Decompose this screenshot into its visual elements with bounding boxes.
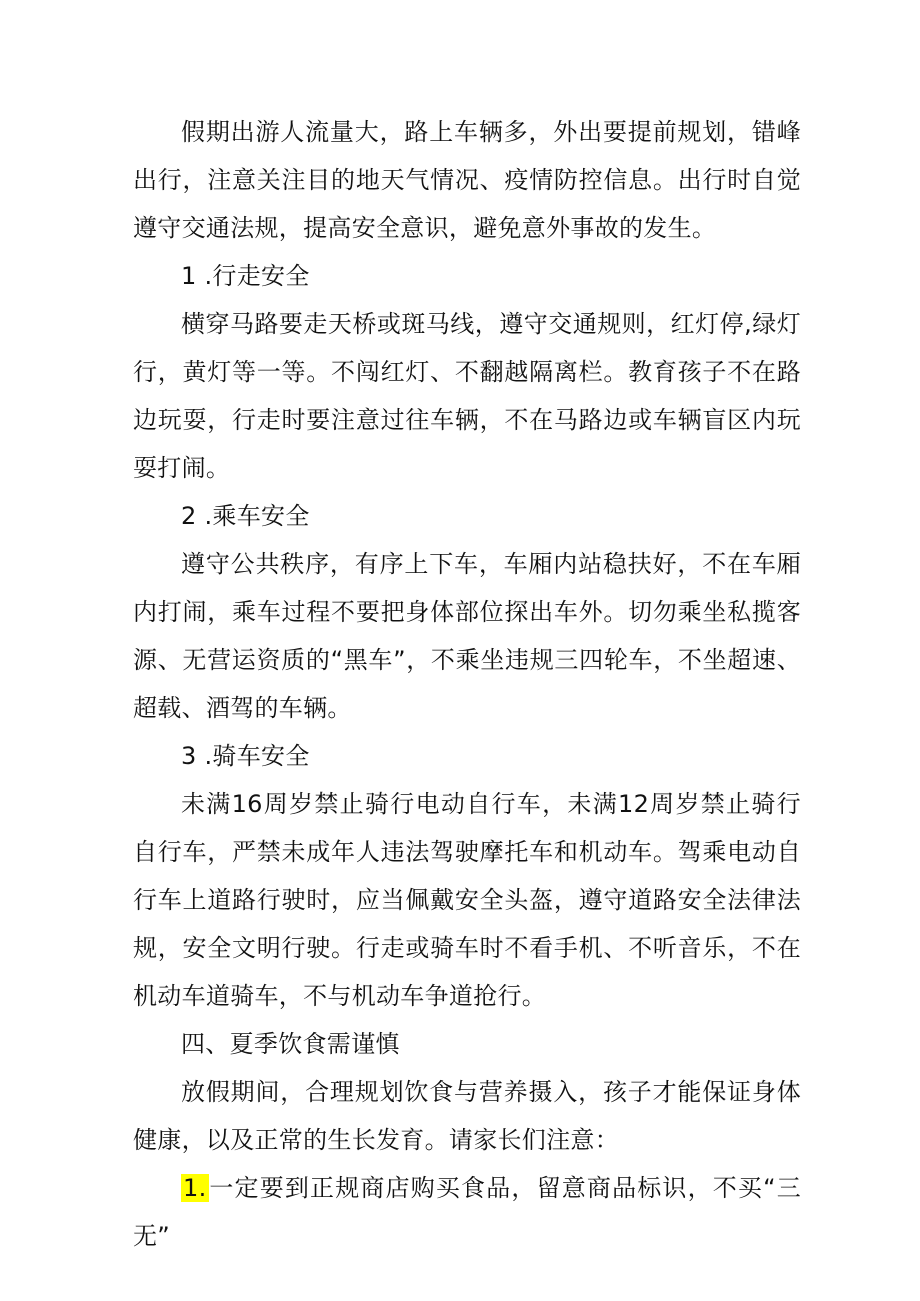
section-heading-riding-safety: 2 .乘车安全 <box>181 502 310 530</box>
summer-diet-paragraph: 放假期间，合理规划饮食与营养摄入，孩子才能保证身体健康，以及正常的生长发育。请家长们注意： <box>133 1078 801 1154</box>
intro-paragraph: 假期出游人流量大，路上车辆多，外出要提前规划，错峰出行，注意关注目的地天气情况、疫情防控信息。出行时自觉遵守交通法规，提高安全意识，避免意外事故的发生。 <box>133 118 801 242</box>
list-item-1 <box>133 1164 801 1260</box>
riding-safety-paragraph: 遵守公共秩序，有序上下车，车厢内站稳扶好，不在车厢内打闹，乘车过程不要把身体部位探出车外。切勿乘坐私揽客源、无营运资质的“黑车”，不乘坐违规三四轮车，不坐超速、超载、酒驾的车辆。 <box>133 550 801 722</box>
list-item-1-text: 一定要到正规商店购买食品，留意商品标识，不买“三无” <box>133 1174 801 1250</box>
document-body <box>133 108 801 1260</box>
highlighted-item-number: 1. <box>183 1174 207 1202</box>
section-heading-cycling-safety: 3 .骑车安全 <box>181 742 310 770</box>
section-heading-walking-safety: 1 .行走安全 <box>181 262 310 290</box>
section-heading-summer-diet: 四、夏季饮食需谨慎 <box>181 1030 400 1058</box>
cycling-safety-paragraph: 未满16周岁禁止骑行电动自行车，未满12周岁禁止骑行自行车，严禁未成年人违法驾驶摩托车和机动车。驾乘电动自行车上道路行驶时，应当佩戴安全头盔，遵守道路安全法律法规，安全文明行驶。行走或骑车时不看手机、不听音乐，不在机动车道骑车，不与机动车争道抢行。 <box>133 790 801 1010</box>
walking-safety-paragraph: 横穿马路要走天桥或斑马线，遵守交通规则，红灯停,绿灯行，黄灯等一等。不闯红灯、不翻越隔离栏。教育孩子不在路边玩耍，行走时要注意过往车辆，不在马路边或车辆盲区内玩耍打闹。 <box>133 310 801 482</box>
